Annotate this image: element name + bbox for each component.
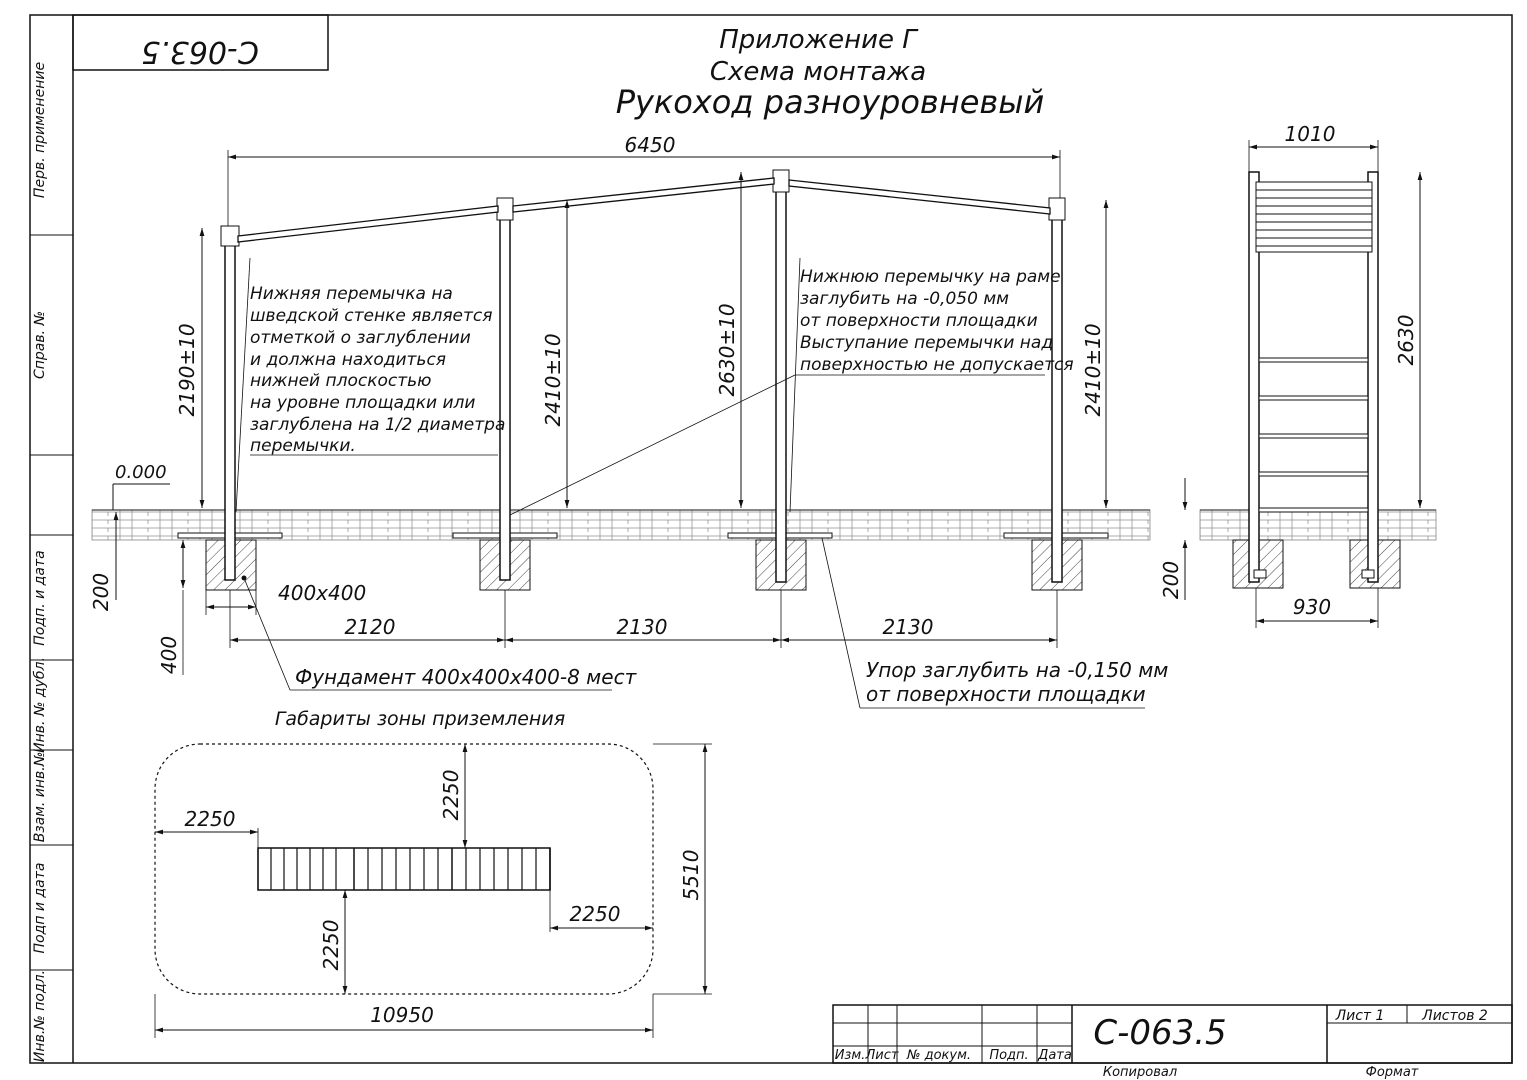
svg-text:на уровне площадки или: на уровне площадки или: [250, 393, 476, 413]
dim-side-width-top: 1010: [1284, 122, 1336, 146]
dim-zone-offset: 2250: [184, 807, 236, 831]
tb-sheets: Листов 2: [1422, 1008, 1488, 1024]
side-stamp-label: Инв.№ подл.: [32, 969, 48, 1063]
tb-col: Подп.: [989, 1048, 1029, 1063]
svg-text:поверхностью не допускается: поверхностью не допускается: [800, 355, 1074, 375]
side-stamp: [32, 62, 48, 1062]
tb-col: Изм.: [834, 1048, 866, 1063]
tb-copied: Копировал: [1102, 1065, 1178, 1080]
dim-overall-length: 6450: [624, 133, 676, 157]
tb-code: C-063.5: [1093, 1013, 1227, 1053]
side-stamp-label: Подп и дата: [32, 862, 48, 954]
side-stamp-label: Взам. инв.№: [32, 751, 48, 843]
dim-zone-offset: 2250: [439, 769, 463, 821]
dim-depth-400: 400: [157, 635, 181, 675]
note-foundation: Фундамент 400x400x400-8 мест: [295, 665, 637, 689]
tb-sheet: Лист 1: [1335, 1008, 1385, 1024]
svg-text:отметкой о заглублении: отметкой о заглублении: [250, 328, 471, 348]
svg-text:Нижняя перемычка на: Нижняя перемычка на: [250, 284, 453, 304]
dim-zone-offset: 2250: [569, 902, 621, 926]
level-mark: 0.000: [115, 462, 167, 483]
svg-text:нижней плоскостью: нижней плоскостью: [250, 371, 432, 391]
note-left: [236, 258, 505, 512]
side-view: [1200, 172, 1436, 588]
dim-side-width-bottom: 930: [1292, 595, 1332, 619]
dim-side-height: 2630: [1394, 314, 1418, 366]
note-right: [510, 258, 1074, 515]
title-block: [833, 1005, 1512, 1080]
side-stamp-label: Подп. и дата: [32, 550, 48, 646]
svg-text:Нижнюю перемычку на раме: Нижнюю перемычку на раме: [800, 267, 1061, 287]
title-appendix: Приложение Г: [719, 25, 917, 55]
overhead-ladder-beams: [238, 178, 1050, 242]
dim-span: 2120: [344, 615, 396, 639]
dim-span: 2130: [616, 615, 668, 639]
dim-zone-width: 10950: [370, 1003, 434, 1027]
side-stamp-label: Перв. применение: [32, 61, 48, 199]
tb-format: Формат: [1365, 1065, 1419, 1080]
dim-span: 2130: [882, 615, 934, 639]
svg-text:Выступание перемычки над: Выступание перемычки над: [800, 333, 1054, 353]
dim-post-height: 2630±10: [715, 303, 739, 397]
svg-text:шведской стенке является: шведской стенке является: [250, 306, 493, 326]
svg-text:и должна находиться: и должна находиться: [250, 350, 447, 370]
dim-post-height: 2410±10: [541, 333, 565, 427]
side-stamp-label: Инв. № дубл.: [32, 657, 48, 753]
svg-text:перемычки.: перемычки.: [250, 436, 356, 456]
ladder-plan: [258, 848, 550, 890]
svg-text:заглублена на 1/2 диаметра: заглублена на 1/2 диаметра: [250, 415, 506, 435]
svg-text:заглубить на -0,050 мм: заглубить на -0,050 мм: [800, 289, 1009, 309]
dim-zone-offset: 2250: [319, 919, 343, 971]
dim-zone-height: 5510: [679, 849, 703, 901]
title-scheme: Схема монтажа: [709, 57, 927, 87]
dim-side-depth: 200: [1159, 560, 1183, 600]
tb-col: № докум.: [906, 1048, 972, 1063]
dim-depth-left: 200: [89, 572, 113, 612]
tb-col: Лист: [865, 1048, 899, 1063]
dim-post-height: 2410±10: [1081, 323, 1105, 417]
title-product: Рукоход разноуровневый: [615, 83, 1045, 121]
zone-title: Габариты зоны приземления: [274, 708, 566, 730]
side-stamp-label: Справ. №: [32, 310, 48, 380]
tb-col: Дата: [1038, 1048, 1072, 1063]
note-stop-line1: Упор заглубить на -0,150 мм: [866, 658, 1169, 682]
note-stop-line2: от поверхности площадки: [866, 682, 1146, 706]
code-stamp-text: C-063.5: [141, 34, 259, 69]
svg-text:от поверхности площадки: от поверхности площадки: [800, 311, 1038, 331]
dim-foundation-size: 400x400: [278, 581, 367, 605]
dim-post-height: 2190±10: [175, 323, 199, 417]
